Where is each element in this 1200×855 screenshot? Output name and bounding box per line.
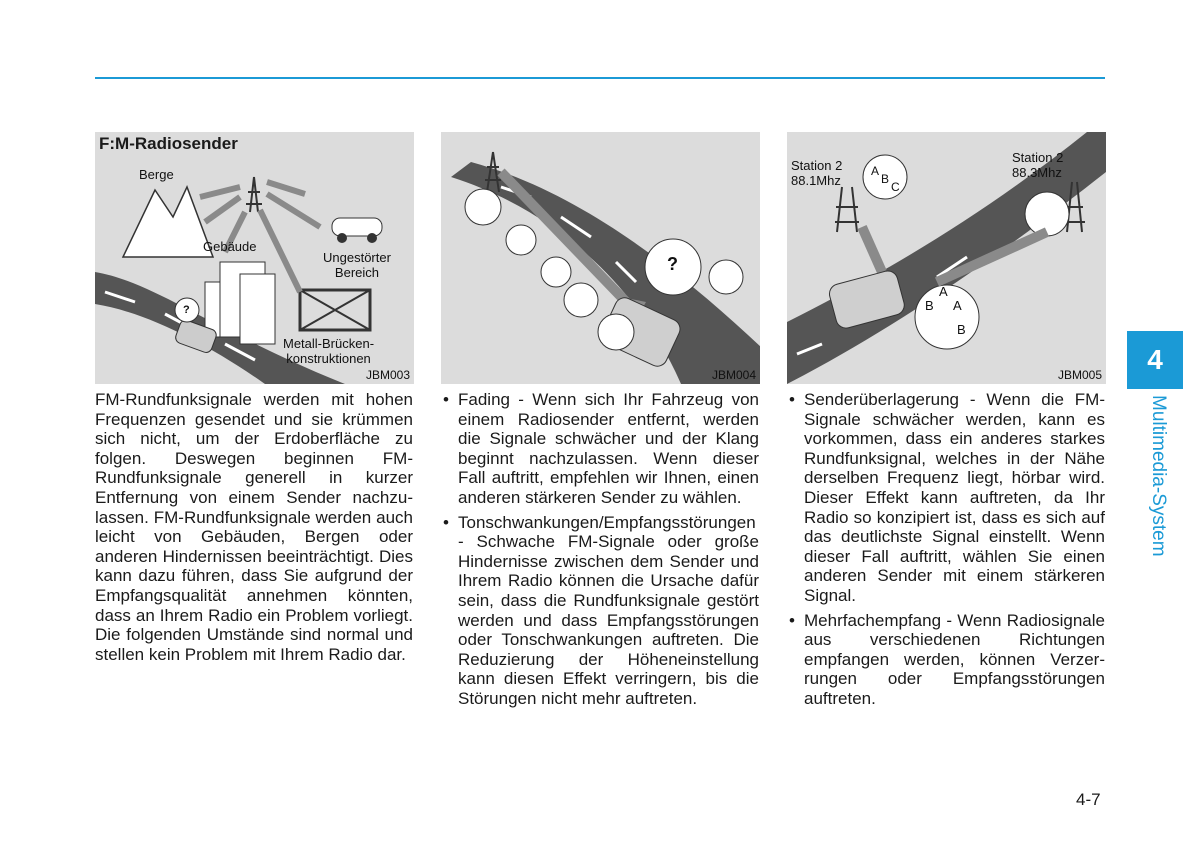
label-bridge-line2: konstruktionen xyxy=(286,351,371,366)
station-left-line1: Station 2 xyxy=(791,158,843,173)
label-bridge-line1: Metall-Brücken- xyxy=(283,336,375,351)
page-number: 4-7 xyxy=(1076,790,1101,809)
figure-fm-signal-obstacles xyxy=(95,132,414,384)
question-bubble-text: ? xyxy=(183,304,190,316)
label-undisturbed-area xyxy=(323,250,391,280)
bubble-right-letter-b2: B xyxy=(957,322,966,337)
column-1 xyxy=(95,390,413,664)
intro-paragraph: FM-Rundfunksignale werden mit hohen Frequenzen gesendet und sie krümmen sich nicht, um der Erdoberfläche zu folgen. Deswegen beginnen FM-Rundfunksignale generell in kurzer Entfernung von einem Sender nachzulassen. FM-Rundfunksignale werden auch leicht von Gebäuden, Bergen oder anderen Hindernissen beeinträchtigt. Dies kann dazu führen, dass Sie aufgrund der Empfangsqualität annehmen könnten, dass an Ihrem Radio ein Problem vorliegt. Die folgenden Umstände sind normal und stellen kein Problem mit Ihrem Radio dar. xyxy=(95,390,413,664)
station-left-line2: 88.1Mhz xyxy=(791,173,841,188)
bullet-list xyxy=(787,390,1105,709)
chapter-title-text: Multimedia-System xyxy=(1148,395,1169,557)
bullet-station-overlap: • Senderüberlagerung - Wenn die FM-Signale schwächer werden, kann es vorkommen, dass ein anderes starkes Rundfunksignal, welches in der Nähe derselben Frequenz liegt, hörbar wird. Dieser Effekt kann auftreten, da Ihr Radio so konzipiert ist, dass es sich auf das deutlichste Signal einstellt. Wenn dieser Fall auftritt, wählen Sie einen anderen Sender mit einem stärkeren Signal. xyxy=(787,390,1105,606)
label-metal-bridges xyxy=(283,336,374,366)
column-3 xyxy=(787,390,1105,714)
bubble-right-letter-b1: B xyxy=(925,298,934,313)
station-left-label xyxy=(791,158,842,188)
bubble-left-letter-b: B xyxy=(881,172,890,186)
bubble-right-letter-a2: A xyxy=(953,298,962,313)
label-undisturbed-line1: Ungestörter xyxy=(323,250,391,265)
label-undisturbed-line2: Bereich xyxy=(334,265,379,280)
figure-fading xyxy=(441,132,760,384)
label-mountains: Berge xyxy=(139,167,174,182)
fading-illustration xyxy=(441,132,760,384)
question-bubble-text: ? xyxy=(667,254,678,274)
figure-title: F:M-Radiosender xyxy=(99,134,238,153)
label-buildings: Gebäude xyxy=(203,239,257,254)
station-right-label xyxy=(1012,150,1063,180)
header-rule xyxy=(95,77,1105,79)
bullet-sound-fluctuation: • Tonschwankungen/Empfangsstörungen - Schwache FM-Signale oder große Hindernisse zwischen dem Sender und Ihrem Radio können die Ursache dafür sein, dass die Rundfunksignale gestört werden und dass Empfangsstörungen oder Tonschwankungen auftreten. Die Reduzierung der Höheneinstellung kann diesen Effekt verringern, bis die Störungen nicht mehr auftreten. xyxy=(441,513,759,709)
bubble-right-letter-a1: A xyxy=(939,284,948,299)
chapter-title xyxy=(1137,395,1177,565)
figure-station-overlap xyxy=(787,132,1106,384)
bubble-left-letter-c: C xyxy=(891,180,900,194)
figure-code: JBM005 xyxy=(1057,368,1102,382)
chapter-number-tab: 4 xyxy=(1127,331,1183,389)
station-right-line1: Station 2 xyxy=(1012,150,1064,165)
column-2 xyxy=(441,390,759,714)
bullet-multipath: • Mehrfachempfang - Wenn Radiosignale aus verschiedenen Richtungen empfangen werden, können Verzerrungen oder Empfangsstörungen auftreten. xyxy=(787,611,1105,709)
station-right-line2: 88.3Mhz xyxy=(1012,165,1062,180)
figure-code: JBM003 xyxy=(365,368,410,382)
bullet-list xyxy=(441,390,759,709)
figure-code: JBM004 xyxy=(711,368,756,382)
bubble-left-letter-a: A xyxy=(871,164,880,178)
bullet-fading: • Fading - Wenn sich Ihr Fahrzeug von einem Radiosender entfernt, werden die Signale schwächer und der Klang beginnt nachzulassen. Wenn dieser Fall auftritt, empfehlen wir Ihnen, einen anderen stärkeren Sender zu wählen. xyxy=(441,390,759,508)
